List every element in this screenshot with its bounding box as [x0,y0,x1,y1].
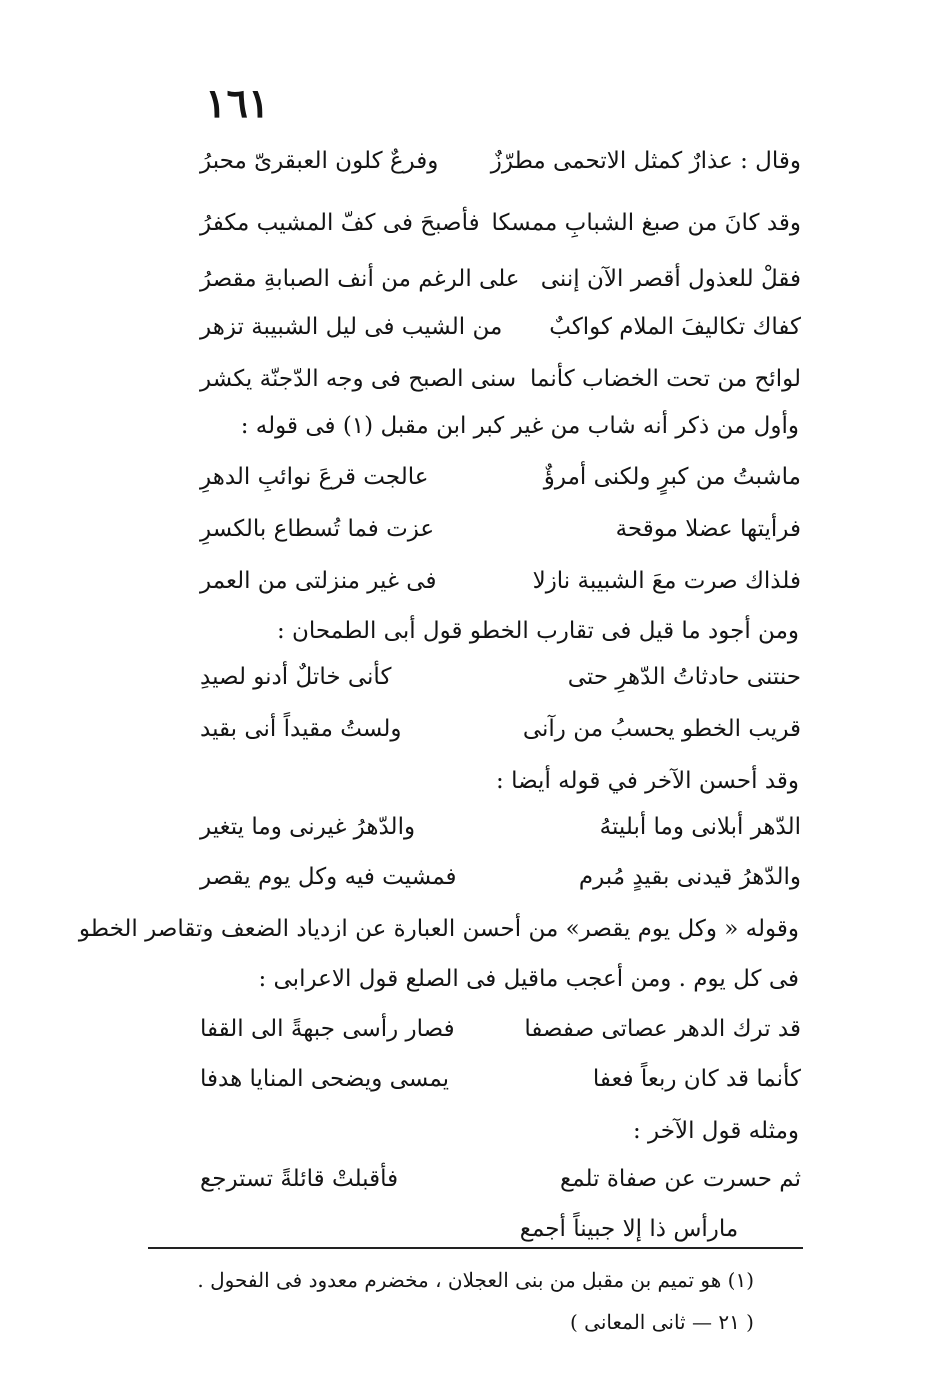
verse-second-hemistich: على الرغم من أنف الصبابةِ مقصرُ [200,266,520,292]
verse-second-hemistich: فأقبلتْ قائلةً تسترجع [200,1166,399,1192]
prose-line: وقوله « وكل يوم يقصر» من أحسن العبارة عن ازدياد الضعف وتقاصر الخطو [78,916,799,942]
prose-line: ومثله قول الآخر : [633,1118,799,1144]
prose-line: وقد أحسن الآخر في قوله أيضا : [496,768,799,794]
verse-first-hemistich: فرأيتها عضلا موقحة [615,516,801,542]
verse-first-hemistich: والدّهرُ قيدنى بقيدٍ مُبرم [578,864,801,890]
verse-second-hemistich: من الشيب فى ليل الشبيبة تزهر [200,314,503,340]
verse-second-hemistich: وفرعٌ كلون العبقرىّ محبرُ [200,148,439,174]
verse-second-hemistich: ولستُ مقيداً أنى بقيد [200,716,402,742]
verse-first-hemistich: فلذاك صرت معَ الشبيبة نازلا [532,568,801,594]
verse-second-hemistich: عزت فما تُسطاع بالكسرِ [200,516,435,542]
verse-first-hemistich: قريب الخطو يحسبُ من رآنى [522,716,801,742]
verse-second-hemistich: والدّهرُ غيرنى وما يتغير [200,814,416,840]
verse-second-hemistich: فصار رأسى جبهةً الى القفا [200,1016,455,1042]
verse-first-hemistich: قد ترك الدهر عصاتى صفصفا [524,1016,801,1042]
footnote: (١) هو تميم بن مقبل من بنى العجلان ، مخضرم معدود فى الفحول . [197,1268,754,1292]
prose-line: فى كل يوم . ومن أعجب ماقيل فى الصلع قول الاعرابى : [258,966,799,992]
verse-first-hemistich: كفاك تكاليفَ الملام كواكبٌ [549,314,801,340]
verse-second-hemistich: كأنى خاتلٌ أدنو لصيدِ [200,664,392,690]
verse-first-hemistich: كأنما قد كان ربعاً فعفا [592,1066,801,1092]
prose-line: وأول من ذكر أنه شاب من غير كبر ابن مقبل (١) فى قوله : [240,413,799,439]
verse-first-hemistich: وقال : عذارٌ كمثل الاتحمى مطرّزٌ [490,148,801,174]
verse-first-hemistich: ثم حسرت عن صفاة تلمع [559,1166,801,1192]
signature-mark: ( ٢١ — ثانى المعانى ) [570,1310,754,1334]
page-number: ١٦١ [205,80,270,127]
verse-second-hemistich: فأصبحَ فى كفّ المشيب مكفرُ [200,210,480,236]
verse-second-hemistich: سنى الصبح فى وجه الدّجنّة يكشر [200,366,517,392]
verse-second-hemistich: فى غير منزلتى من العمر [200,568,437,594]
footnote-separator [148,1247,803,1249]
verse-second-hemistich: فمشيت فيه وكل يوم يقصر [200,864,457,890]
verse-single-line: مارأس ذا إلا جبيناً أجمع [519,1216,739,1242]
verse-first-hemistich: وقد كانَ من صبغ الشبابِ ممسكا [491,210,801,236]
prose-line: ومن أجود ما قيل فى تقارب الخطو قول أبى الطمحان : [276,618,799,644]
verse-first-hemistich: ماشبتُ من كبرٍ ولكنى أمرؤٌ [543,464,801,490]
verse-second-hemistich: عالجت قرعَ نوائبِ الدهرِ [200,464,429,490]
verse-second-hemistich: يمسى ويضحى المنايا هدفا [200,1066,450,1092]
verse-first-hemistich: فقلْ للعذول أقصر الآن إننى [540,266,801,292]
verse-first-hemistich: حنتنى حادثاتُ الدّهرِ حتى [567,664,801,690]
verse-first-hemistich: الدّهر أبلانى وما أبليتهُ [599,814,801,840]
verse-first-hemistich: لوائح من تحت الخضاب كأنما [530,366,801,392]
